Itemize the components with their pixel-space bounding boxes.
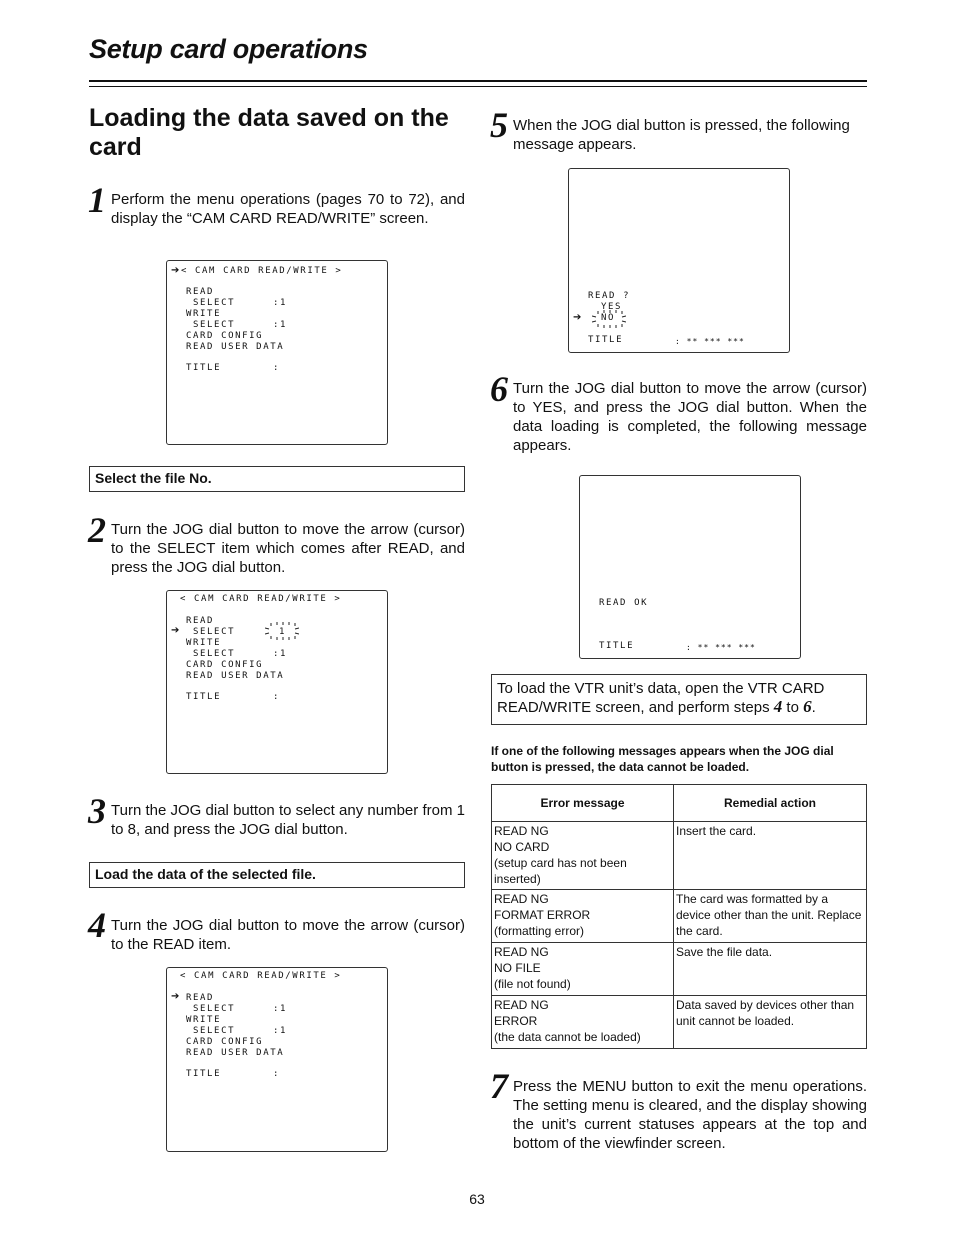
menu-header: < CAM CARD READ/WRITE >: [180, 594, 342, 604]
menu-write: WRITE: [186, 638, 222, 648]
menu-read: READ: [186, 616, 215, 626]
error-table: [491, 784, 867, 1049]
table-header: Remedial action: [674, 785, 867, 822]
step-4-text: Turn the JOG dial button to move the arrow (cursor) to the READ item.: [111, 917, 465, 953]
menu-read-user-data: READ USER DATA: [186, 342, 285, 352]
menu-card-config: CARD CONFIG: [186, 331, 264, 341]
menu-read-user-data: READ USER DATA: [186, 671, 285, 681]
menu-write: WRITE: [186, 309, 222, 319]
read-ok-screen: [579, 475, 801, 659]
menu-title: TITLE: [186, 363, 222, 373]
menu-title-value: :: [273, 363, 281, 373]
step-1-number: 1: [88, 180, 106, 220]
menu-title-value: :: [273, 692, 281, 702]
menu-select: SELECT: [193, 1026, 236, 1036]
step-7-number: 7: [490, 1066, 508, 1106]
read-confirm-screen: [568, 168, 790, 353]
menu-card-config: CARD CONFIG: [186, 660, 264, 670]
note-step-ref: 6: [803, 697, 812, 716]
table-row: READ NG NO FILE (file not found) Save the file data.: [492, 943, 867, 996]
table-row: READ NG ERROR (the data cannot be loaded) Data saved by devices other than unit cannot be loaded.: [492, 996, 867, 1049]
note-step-ref: 4: [773, 697, 783, 716]
read-ok-message: READ OK: [599, 598, 649, 608]
yes-option: YES: [601, 302, 623, 312]
menu-select: SELECT: [193, 320, 236, 330]
screen-title-label: TITLE: [588, 335, 624, 345]
menu-screen-step-2: [166, 590, 388, 774]
menu-select-value: :1: [273, 1026, 288, 1036]
menu-write: WRITE: [186, 1015, 222, 1025]
step-3-text: Turn the JOG dial button to select any number from 1 to 8, and press the JOG dial button.: [111, 802, 465, 838]
cursor-arrow-icon: ➔: [171, 991, 180, 1002]
screen-title-value: : ** *** ***: [675, 337, 745, 346]
select-file-label: Select the file No.: [89, 466, 465, 492]
menu-select-value: :1: [273, 1004, 288, 1014]
title-rule: [89, 80, 867, 82]
menu-select: SELECT: [193, 649, 236, 659]
step-2-number: 2: [88, 510, 106, 550]
step-7-text: Press the MENU button to exit the menu operations. The setting menu is cleared, and the display showing the unit’s current statuses appears at the top and bottom of the viewfinder screen.: [513, 1078, 867, 1152]
screen-title-label: TITLE: [599, 641, 635, 651]
menu-select-value: :1: [273, 298, 288, 308]
menu-read-user-data: READ USER DATA: [186, 1048, 285, 1058]
menu-header: < CAM CARD READ/WRITE >: [180, 266, 343, 276]
error-warning: If one of the following messages appears when the JOG dial button is pressed, the data cannot be loaded.: [491, 744, 834, 774]
menu-select-value: :1: [273, 320, 288, 330]
no-option: NO: [601, 313, 616, 323]
read-question: READ ?: [588, 291, 631, 301]
step-5-text: When the JOG dial button is pressed, the following message appears.: [513, 117, 850, 153]
screen-title-value: : ** *** ***: [686, 643, 756, 652]
blinking-value: 1: [279, 627, 287, 637]
load-data-label: Load the data of the selected file.: [89, 862, 465, 888]
menu-title: TITLE: [186, 692, 222, 702]
table-row: READ NG FORMAT ERROR (formatting error) The card was formatted by a device other than the unit. Replace the card.: [492, 890, 867, 943]
page-title: Setup card operations: [89, 34, 368, 64]
menu-read: READ: [186, 993, 215, 1003]
menu-select: SELECT: [193, 627, 236, 637]
menu-select-value: :1: [273, 649, 288, 659]
menu-select: SELECT: [193, 298, 236, 308]
menu-screen-step-4: [166, 967, 388, 1152]
step-2-text: Turn the JOG dial button to move the arrow (cursor) to the SELECT item which comes after READ, and press the JOG dial button.: [111, 521, 465, 576]
step-3-number: 3: [88, 791, 106, 831]
menu-select: SELECT: [193, 1004, 236, 1014]
page-number: 63: [469, 1191, 485, 1207]
menu-read: READ: [186, 287, 215, 297]
menu-title-value: :: [273, 1069, 281, 1079]
menu-header: < CAM CARD READ/WRITE >: [180, 971, 342, 981]
cursor-arrow-icon: ➔: [573, 312, 582, 323]
step-6-number: 6: [490, 369, 508, 409]
step-5-number: 5: [490, 105, 508, 145]
cursor-arrow-icon: ➔: [171, 625, 180, 636]
vtr-note: To load the VTR unit’s data, open the VTR CARD READ/WRITE screen, and perform steps 4 to 6.: [491, 674, 867, 725]
table-header: Error message: [492, 785, 674, 822]
menu-card-config: CARD CONFIG: [186, 1037, 264, 1047]
cursor-arrow-icon: ➔: [171, 265, 181, 276]
title-rule-thin: [89, 86, 867, 87]
section-heading: Loading the data saved on the card: [89, 104, 449, 161]
menu-screen-step-1: [166, 260, 388, 445]
step-4-number: 4: [88, 905, 106, 945]
table-row: READ NG NO CARD (setup card has not been inserted) Insert the card.: [492, 822, 867, 890]
step-1-text: Perform the menu operations (pages 70 to 72), and display the “CAM CARD READ/WRITE” screen.: [111, 191, 465, 227]
step-6-text: Turn the JOG dial button to move the arrow (cursor) to YES, and press the JOG dial button. When the data loading is completed, the following message appears.: [513, 380, 867, 454]
menu-title: TITLE: [186, 1069, 222, 1079]
